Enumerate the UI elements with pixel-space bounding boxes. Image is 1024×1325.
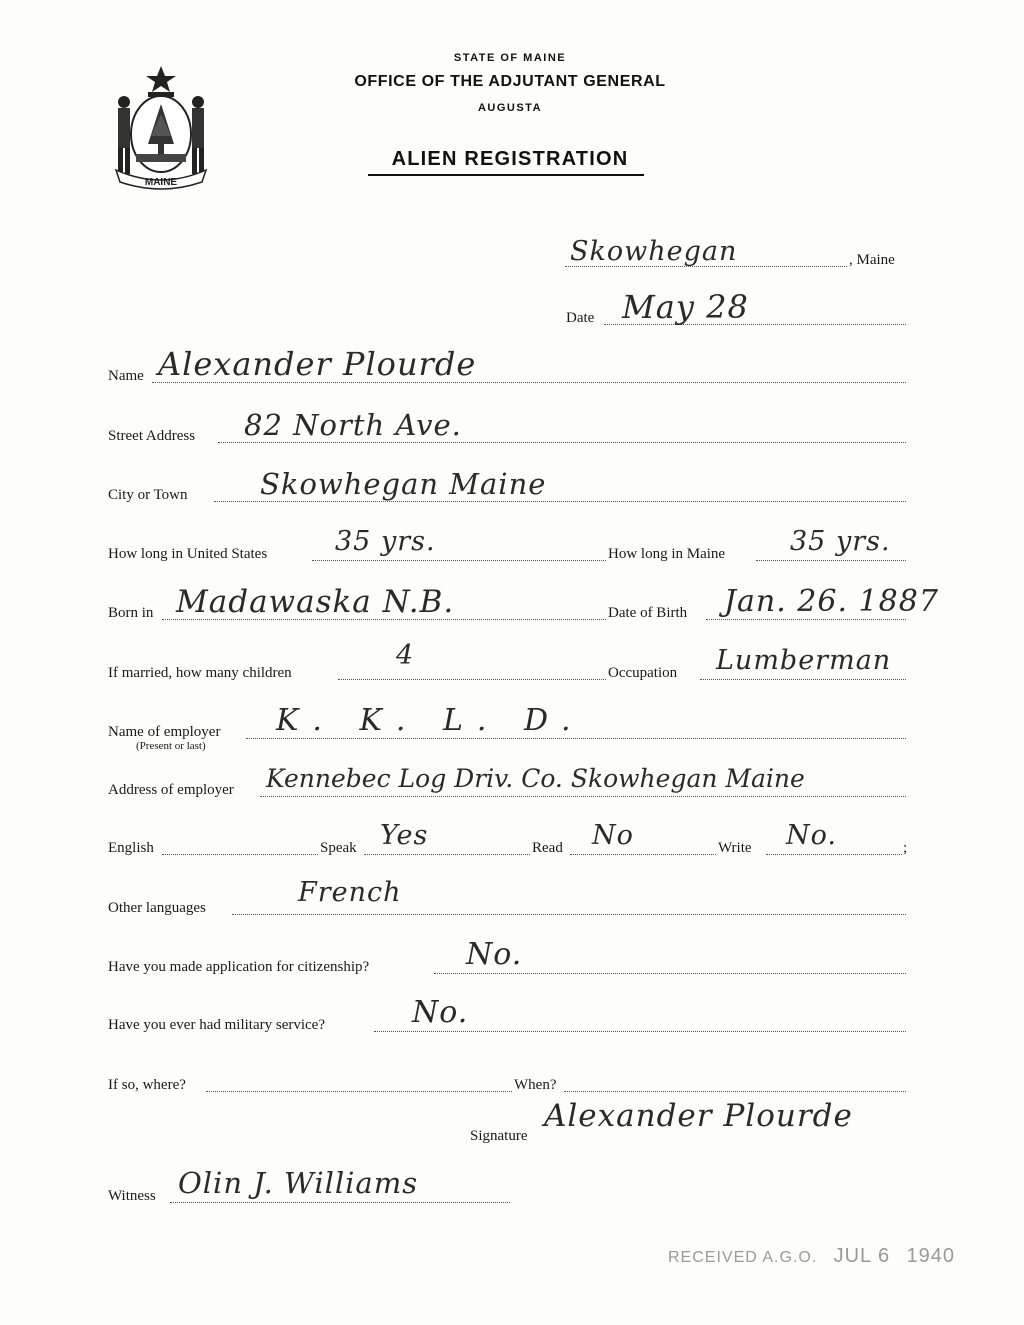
read-line xyxy=(570,854,716,855)
title-underline xyxy=(368,174,644,176)
date-of-birth-value[interactable]: Jan. 26. 1887 xyxy=(724,584,939,619)
other-languages-label: Other languages xyxy=(108,900,206,916)
speak-label: Speak xyxy=(320,840,357,856)
signature-value[interactable]: Alexander Plourde xyxy=(544,1098,853,1134)
stamp-month-day: JUL 6 xyxy=(833,1245,891,1267)
seal-banner-text: MAINE xyxy=(144,177,178,188)
employer-note: (Present or last) xyxy=(136,740,206,752)
city-line xyxy=(214,501,906,502)
write-value[interactable]: No. xyxy=(786,820,837,851)
employer-address-label: Address of employer xyxy=(108,782,234,798)
how-long-maine-value[interactable]: 35 yrs. xyxy=(790,526,891,557)
children-line xyxy=(338,679,606,680)
city-label: City or Town xyxy=(108,487,188,503)
street-value[interactable]: 82 North Ave. xyxy=(244,408,462,442)
name-label: Name xyxy=(108,368,144,384)
other-languages-line xyxy=(232,914,906,915)
employer-label: Name of employer xyxy=(108,724,221,740)
maine-state-seal-icon xyxy=(108,62,214,192)
write-label: Write xyxy=(718,840,752,856)
born-in-value[interactable]: Madawaska N.B. xyxy=(176,584,455,620)
where-line xyxy=(206,1091,512,1092)
how-long-us-value[interactable]: 35 yrs. xyxy=(335,526,436,557)
stamp-office: RECEIVED A.G.O. xyxy=(668,1249,818,1266)
english-label: English xyxy=(108,840,154,856)
write-line xyxy=(766,854,902,855)
witness-line xyxy=(170,1202,510,1203)
other-languages-value[interactable]: French xyxy=(298,877,402,908)
date-of-birth-line xyxy=(706,619,906,620)
date-of-birth-label: Date of Birth xyxy=(608,605,688,621)
header-state: STATE OF MAINE xyxy=(453,52,567,64)
signature-label: Signature xyxy=(470,1128,528,1144)
read-label: Read xyxy=(532,840,563,856)
employer-line xyxy=(246,738,906,739)
form-title: ALIEN REGISTRATION xyxy=(391,148,629,170)
citizenship-value[interactable]: No. xyxy=(466,937,523,972)
city-value[interactable]: Skowhegan Maine xyxy=(260,467,547,501)
children-label: If married, how many children xyxy=(108,665,292,681)
date-label: Date xyxy=(566,310,595,326)
english-row-end: ; xyxy=(903,840,908,856)
citizenship-line xyxy=(434,973,906,974)
children-value[interactable]: 4 xyxy=(396,640,415,671)
header-office: OFFICE OF THE ADJUTANT GENERAL xyxy=(354,73,666,90)
military-label: Have you ever had military service? xyxy=(108,1017,325,1033)
how-long-maine-line xyxy=(756,560,906,561)
citizenship-label: Have you made application for citizenship? xyxy=(108,959,370,975)
street-label: Street Address xyxy=(108,428,196,444)
stamp-year: 1940 xyxy=(906,1245,955,1267)
date-value[interactable]: May 28 xyxy=(622,288,749,326)
where-label: If so, where? xyxy=(108,1077,186,1093)
when-line xyxy=(564,1091,906,1092)
received-stamp xyxy=(668,1245,955,1268)
occupation-label: Occupation xyxy=(608,665,678,681)
town-value[interactable]: Skowhegan xyxy=(570,236,738,267)
military-value[interactable]: No. xyxy=(412,995,469,1030)
when-label: When? xyxy=(514,1077,557,1093)
street-line xyxy=(218,442,906,443)
read-value[interactable]: No xyxy=(592,820,634,851)
how-long-us-line xyxy=(312,560,606,561)
header-city: AUGUSTA xyxy=(477,102,543,114)
born-in-label: Born in xyxy=(108,605,154,621)
employer-address-value[interactable]: Kennebec Log Driv. Co. Skowhegan Maine xyxy=(266,764,805,793)
how-long-maine-label: How long in Maine xyxy=(608,546,726,562)
how-long-us-label: How long in United States xyxy=(108,546,268,562)
military-line xyxy=(374,1031,906,1032)
employer-address-line xyxy=(260,796,906,797)
occupation-value[interactable]: Lumberman xyxy=(716,645,892,676)
state-suffix-label: , Maine xyxy=(849,252,895,268)
speak-line xyxy=(364,854,530,855)
speak-value[interactable]: Yes xyxy=(380,820,429,851)
witness-value[interactable]: Olin J. Williams xyxy=(178,1166,419,1200)
employer-value[interactable]: K. K. L. D. xyxy=(276,703,585,738)
witness-label: Witness xyxy=(108,1188,156,1204)
english-line xyxy=(162,854,318,855)
occupation-line xyxy=(700,679,906,680)
name-value[interactable]: Alexander Plourde xyxy=(158,345,477,383)
